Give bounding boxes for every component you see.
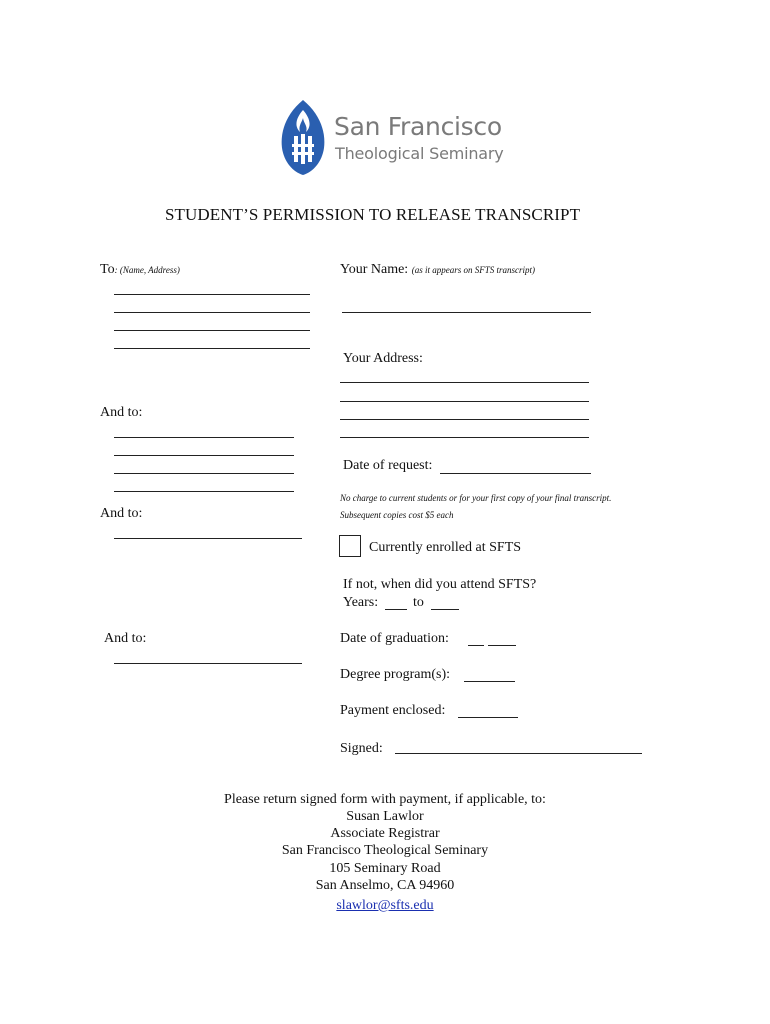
contact-role: Associate Registrar — [330, 826, 440, 841]
years-to-line[interactable] — [431, 609, 459, 610]
logo-line1: San Francisco — [334, 112, 502, 141]
contact-street: 105 Seminary Road — [329, 861, 441, 876]
and-to-label-1: And to: — [100, 405, 143, 420]
address-line-1[interactable] — [340, 382, 589, 383]
your-address-label: Your Address: — [343, 351, 423, 366]
years-row — [343, 595, 378, 611]
currently-enrolled-label: Currently enrolled at SFTS — [369, 540, 522, 555]
if-not-label: If not, when did you attend SFTS? — [343, 577, 537, 592]
currently-enrolled-checkbox[interactable] — [339, 535, 361, 557]
contact-email-link[interactable]: slawlor@sfts.edu — [336, 898, 434, 913]
graduation-line-2[interactable] — [488, 645, 516, 646]
and-to-2-line-1[interactable] — [114, 538, 302, 539]
signed-label: Signed: — [340, 741, 383, 756]
fee-note-1: No charge to current students or for your first copy of your final transcript. — [340, 493, 612, 503]
to-line-4[interactable] — [114, 348, 310, 349]
and-to-label-3: And to: — [104, 631, 147, 646]
your-name-line[interactable] — [342, 312, 591, 313]
to-label-row — [100, 262, 180, 278]
years-to-label: to — [413, 595, 424, 610]
payment-line[interactable] — [458, 717, 518, 718]
torch-shield-icon — [278, 98, 328, 176]
and-to-1-line-2[interactable] — [114, 455, 294, 456]
address-line-4[interactable] — [340, 437, 589, 438]
to-line-3[interactable] — [114, 330, 310, 331]
contact-email-row — [0, 898, 770, 914]
to-hint: : (Name, Address) — [114, 265, 180, 275]
form-title: STUDENT’S PERMISSION TO RELEASE TRANSCRIPT — [165, 205, 581, 224]
years-label: Years: — [343, 595, 379, 610]
graduation-label: Date of graduation: — [340, 631, 449, 646]
your-name-label: Your Name: — [340, 262, 409, 277]
and-to-1-line-4[interactable] — [114, 491, 294, 492]
address-line-3[interactable] — [340, 419, 589, 420]
graduation-line-1[interactable] — [468, 645, 484, 646]
fee-note-2: Subsequent copies cost $5 each — [340, 510, 454, 520]
contact-org: San Francisco Theological Seminary — [281, 843, 489, 858]
payment-label: Payment enclosed: — [340, 703, 446, 718]
address-line-2[interactable] — [340, 401, 589, 402]
degree-line[interactable] — [464, 681, 515, 682]
sfts-logo — [278, 98, 504, 178]
logo-line2: Theological Seminary — [335, 144, 504, 163]
degree-label: Degree program(s): — [340, 667, 451, 682]
signature-line[interactable] — [395, 753, 642, 754]
and-to-3-line-1[interactable] — [114, 663, 302, 664]
to-line-1[interactable] — [114, 294, 310, 295]
contact-name: Susan Lawlor — [346, 809, 424, 824]
and-to-1-line-3[interactable] — [114, 473, 294, 474]
your-name-row — [340, 262, 535, 278]
contact-city: San Anselmo, CA 94960 — [315, 878, 455, 893]
to-label: To — [100, 262, 115, 277]
date-of-request-line[interactable] — [440, 473, 591, 474]
years-from-line[interactable] — [385, 609, 407, 610]
return-instructions: Please return signed form with payment, if applicable, to: — [224, 792, 546, 807]
and-to-1-line-1[interactable] — [114, 437, 294, 438]
and-to-label-2: And to: — [100, 506, 143, 521]
your-name-hint: (as it appears on SFTS transcript) — [411, 265, 535, 275]
to-line-2[interactable] — [114, 312, 310, 313]
date-of-request-label: Date of request: — [343, 458, 433, 473]
